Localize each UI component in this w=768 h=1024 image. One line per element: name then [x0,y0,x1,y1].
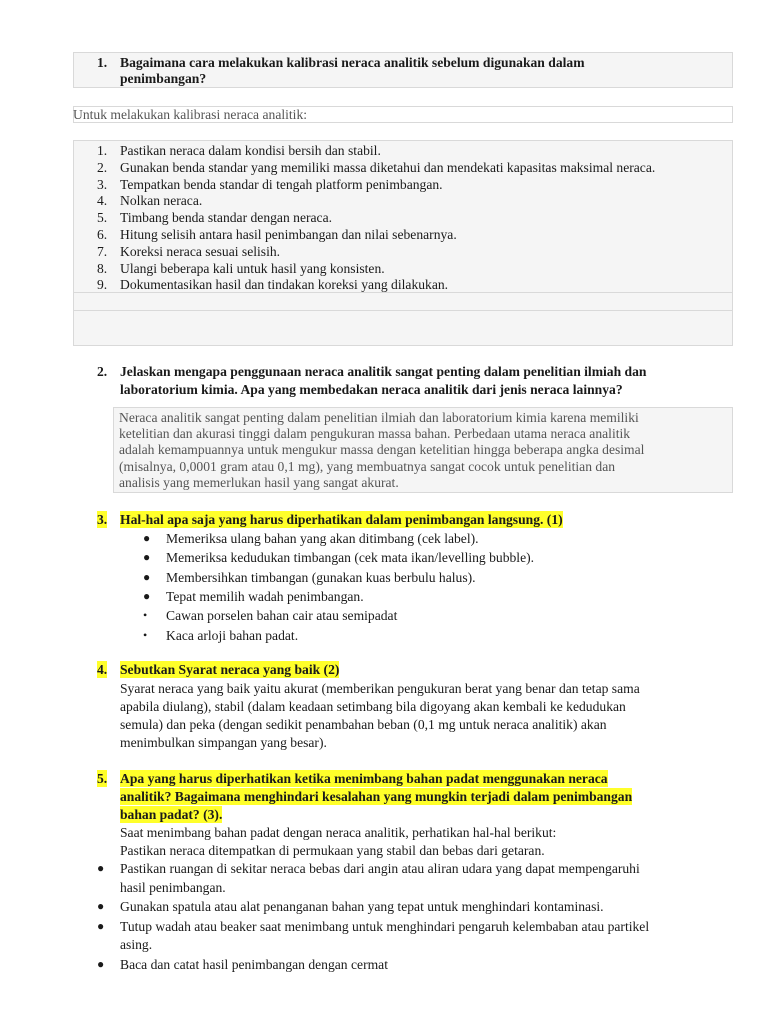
bullet-icon: ● [97,861,105,875]
q2-number: 2. [97,364,108,379]
q4-answer-line: menimbulkan simpangan yang besar). [120,735,327,750]
q2-question-line-1: Jelaskan mengapa penggunaan neraca analitik sangat penting dalam penelitian ilmiah dan [120,364,647,379]
bullet-icon: ● [143,569,151,584]
q4-question: Sebutkan Syarat neraca yang baik (2) [120,662,340,677]
q1-step-text: Tempatkan benda standar di tengah platform penimbangan. [120,176,443,192]
bullet-icon: ● [97,956,105,971]
q5-intro-line-1: Saat menimbang bahan padat dengan neraca analitik, perhatikan hal-hal berikut: [120,825,557,840]
q1-number: 1. [97,55,108,70]
q5-question-line-1: Apa yang harus diperhatikan ketika menimbang bahan padat menggunakan neraca [120,771,608,786]
q1-step-number: 7. [97,243,108,259]
q4-number: 4. [97,662,108,677]
bullet-icon: ● [143,531,151,545]
q1-step-number: 9. [97,277,108,293]
bullet-icon: ● [143,588,151,603]
q5-bullet-line: hasil penimbangan. [120,879,226,895]
q4-answer-line: semula) dan peka (dengan sedikit penambahan beban (0,1 mg untuk neraca analitik) akan [120,717,607,732]
q5-intro-line-2: Pastikan neraca ditempatkan di permukaan yang stabil dan bebas dari getaran. [120,843,545,858]
q3-number: 3. [97,512,108,527]
q2-question-line-2: laboratorium kimia. Apa yang membedakan neraca analitik dari jenis neraca lainnya? [120,382,623,397]
q1-step-text: Ulangi beberapa kali untuk hasil yang konsisten. [120,260,385,276]
q3-question: Hal-hal apa saja yang harus diperhatikan dalam penimbangan langsung. (1) [120,512,563,527]
q1-step-number: 2. [97,159,108,175]
q1-step-text: Dokumentasikan hasil dan tindakan koreksi yang dilakukan. [120,277,449,293]
q1-step-number: 5. [97,210,108,226]
q3-item-text: Cawan porselen bahan cair atau semipadat [166,608,398,624]
q5-number: 5. [97,771,108,786]
q2-answer-line: ketelitian dan akurasi tinggi dalam pengukuran massa bahan. Perbedaan utama neraca analitik [119,426,631,442]
q4-answer-line: Syarat neraca yang baik yaitu akurat (memberikan pengukuran berat yang benar dan tetap sama [120,681,640,696]
q1-step-number: 6. [97,227,108,242]
q1-step-number: 8. [97,260,108,276]
q5-question-line-3: bahan padat? (3). [120,807,223,822]
q1-question-line-1: Bagaimana cara melakukan kalibrasi neraca analitik sebelum digunakan dalam [120,55,585,70]
q5-bullet-line: asing. [120,937,153,952]
q5-bullet-line: Gunakan spatula atau alat penanganan bahan yang tepat untuk menghindari kontaminasi. [120,899,604,914]
q1-intro: Untuk melakukan kalibrasi neraca analitik: [73,107,308,122]
q1-step-text: Koreksi neraca sesuai selisih. [120,243,281,259]
empty-answer-box [73,292,733,312]
q1-question-line-2: penimbangan? [120,71,207,86]
bullet-icon: ● [143,550,151,565]
q1-step-text: Pastikan neraca dalam kondisi bersih dan stabil. [120,143,381,158]
q1-step-number: 3. [97,176,108,192]
empty-answer-box [73,310,733,346]
q3-item-text: Kaca arloji bahan padat. [166,627,299,643]
bullet-icon: • [143,608,148,623]
q5-question-line-2: analitik? Bagaimana menghindari kesalahan yang mungkin terjadi dalam penimbangan [120,789,633,804]
bullet-icon: • [143,627,148,642]
q1-step-number: 4. [97,193,108,209]
q3-item-text: Memeriksa ulang bahan yang akan ditimbang (cek label). [166,531,479,546]
q1-step-text: Gunakan benda standar yang memiliki massa diketahui dan mendekati kapasitas maksimal neraca. [120,159,656,175]
q5-bullet-line: Pastikan ruangan di sekitar neraca bebas dari angin atau aliran udara yang dapat mempengaruhi [120,861,640,876]
q2-answer-line: Neraca analitik sangat penting dalam penelitian ilmiah dan laboratorium kimia karena memiliki [119,410,639,425]
q2-answer-line: adalah kemampuannya untuk mengukur massa dengan ketelitian hingga beberapa angka desimal [119,442,645,458]
q1-step-text: Hitung selisih antara hasil penimbangan dan nilai sebenarnya. [120,227,457,242]
q2-answer-line: (misalnya, 0,0001 gram atau 0,1 mg), yang membuatnya sangat cocok untuk penelitian dan [119,458,616,474]
q3-item-text: Memeriksa kedudukan timbangan (cek mata ikan/levelling bubble). [166,550,535,566]
q1-step-text: Timbang benda standar dengan neraca. [120,210,333,226]
bullet-icon: ● [97,918,105,933]
q3-item-text: Membersihkan timbangan (gunakan kuas berbulu halus). [166,569,476,585]
q5-bullet-line: Baca dan catat hasil penimbangan dengan cermat [120,956,388,972]
q4-answer-line: apabila diulang), stabil (dalam keadaan setimbang bila digoyang akan kembali ke kedudukan [120,699,626,714]
q2-answer-line: analisis yang memerlukan hasil yang sangat akurat. [119,474,399,490]
q1-step-number: 1. [97,143,108,158]
bullet-icon: ● [97,899,105,913]
q1-step-text: Nolkan neraca. [120,193,203,209]
q5-bullet-line: Tutup wadah atau beaker saat menimbang untuk menghindari pengaruh kelembaban atau partikel [120,918,650,934]
q3-item-text: Tepat memilih wadah penimbangan. [166,588,364,604]
